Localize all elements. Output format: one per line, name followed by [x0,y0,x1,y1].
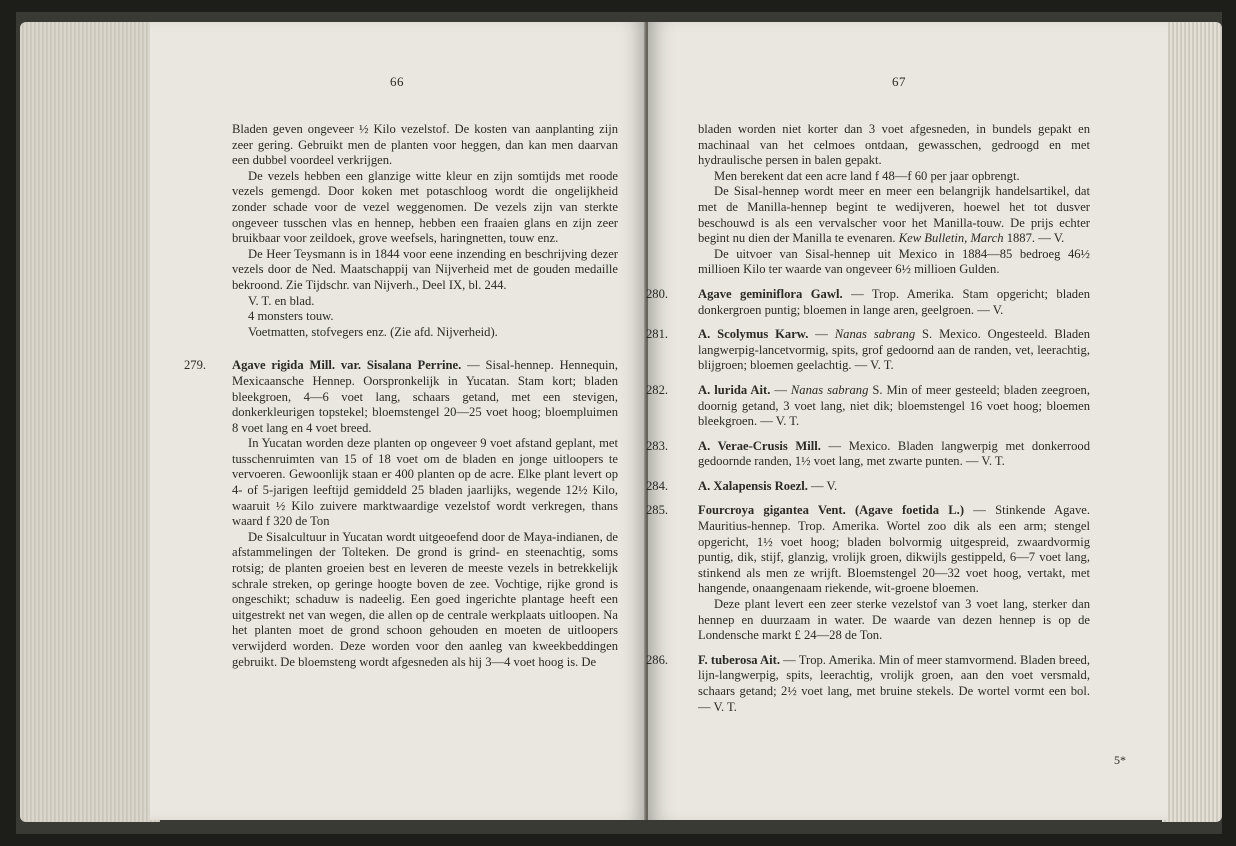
entry-number: 280. [646,286,669,301]
entry-282: 282. A. lurida Ait. — Nanas sabrang S. Min of meer gesteeld; bladen zeegroen, doornig getand, 3 voet lang, niet dik; bloemstengel 16 voet hoog; bloemen bleekgroen. — V. T. [646,382,1090,429]
entry-text: — V. [807,478,838,493]
paragraph: In Yucatan worden deze planten op ongeveer 9 voet afstand geplant, met tusschenruimten van 15 of 18 voet om de bladen en jonge uitloopers te vervoeren. Gewoonlijk staan er 400 planten op de acre. Elke plant levert op 4- of 5-jarigen leeftijd gemiddeld 25 bladen jaarlijks, wegende 12½ Kilo, waaruit ½ Kilo zuivere marktwaardige vezelstof wordt verkregen, thans waard f 320 de Ton [232,436,618,529]
entry-name: F. tuberosa Ait. [698,652,780,667]
signature-mark: 5* [1114,753,1126,767]
paragraph: V. T. en blad. [248,293,315,308]
entry-synonym: Nanas sabrang [790,382,869,397]
entry-text: S. Mexico. Ongesteeld. Bladen langwerpig-lancetvormig, spits, grof gedoornd aan de randen, vet, leerachtig, blijgroen; bloemen geelachtig. — V. T. [698,327,1091,373]
paragraph: Voetmatten, stofvegers enz. (Zie afd. Nijverheid). [248,324,498,339]
entry-text: — Trop. Amerika. Stam opgericht; bladen donkergroen puntig; bloemen in lange aren, geelgroen. — V. [698,286,1090,317]
paragraph: Men berekent dat een acre land f 48—f 60 per jaar opbrengt. [714,168,1020,183]
entry-name: A. Scolymus Karw. [698,327,809,342]
entry-text: — Stinkende Agave. Mauritius-hennep. Trop. Amerika. Wortel zoo dik als een arm; stengel opgericht, 1½ voet hoog; bladen bolvormig uitgespreid, zwaardvormig puntig, dik, stijf, glanzig, vrolijk groen, dikwijls gestippeld, 6—7 voet lang, stinkend als men ze wrijft. Bloemstengel 20—32 voet hoog, vertakt, met hangende, onaangenaam riekende, wit-groene bloemen. [698,503,1090,596]
entry-text: — Mexico. Bladen langwerpig met donkerrood gedoornde randen, 1½ voet lang, met zwarte punten. — V. T. [698,438,1090,469]
citation: Kew Bulletin, March [898,231,1004,246]
entry-number: 281. [646,327,669,342]
paragraph: Deze plant levert een zeer sterke vezelstof van 3 voet lang, sterker dan hennep en duurzaam in water. De waarde van dezen hennep is op de Londensche markt £ 24—28 de Ton. [698,597,1090,643]
page-edges-left [20,22,160,822]
entry-number: 286. [646,652,669,667]
paragraph: De Sisalcultuur in Yucatan wordt uitgeoefend door de Maya-indianen, de afstammelingen der Tolteken. De grond is grind- en steenachtig, soms rotsig; de planten groeien best en leveren de meeste vezels in betrekkelijk schrale streken, op geringe hoogte boven de zee. Vochtige, rijke grond is ongeschikt; schaduw is nadeelig. Een goed ingerichte plantage heeft een uitgestrekt net van wegen, die allen op de centrale werkplaats uitloopen. Na het planten moet de grond schoon gehouden en moeten de uitloopers verwijderd worden. Deze worden voor den aanleg van kweekbeddingen gebruikt. De bloemsteng wordt afgesneden als hij 3—4 voet hoog is. De [232,529,618,669]
paragraph: Bladen geven ongeveer ½ Kilo vezelstof. De kosten van aanplanting zijn zeer gering. Gebruikt men de planten voor heggen, dan kan men daarvan een dubbel voordeel verkrijgen. [232,122,618,168]
entry-number: 282. [646,382,669,397]
entry-text: — Sisal-hennep. Hennequin, Mexicaansche Hennep. Oorspronkelijk in Yucatan. Stam kort; bladen bleekgroen, 4—6 voet lang, schaars getand, met een stevigen, donkerkleurigen topstekel; bloemstengel 20—25 voet hoog; bloempluimen 8 voet lang en 4 voet breed. [232,358,618,435]
citation-tail: 1887. — V. [1003,231,1065,246]
entry-285 [646,503,1090,597]
right-text-column [646,122,1091,715]
entry-name: Agave rigida Mill. var. Sisalana Perrine. [232,358,462,373]
entry-283 [646,438,1090,470]
paragraph: De uitvoer van Sisal-hennep uit Mexico in 1884—85 bedroeg 46½ millioen Kilo ter waarde van ongeveer 6½ millioen Gulden. [698,246,1090,277]
entry-286 [646,652,1090,715]
entry-text: S. Min of meer gesteeld; bladen zeegroen, doornig getand, 3 voet lang, niet dik; bloemstengel 16 voet hoog; bloemen bleekgroen. — V. T. [698,382,1090,429]
entry-text: — Trop. Amerika. Min of meer stamvormend. Bladen breed, lijn-langwerpig, spits, leerachtig, vrolijk groen, aan den voet versmald, schaars getand; 2½ voet lang, met bruine stekels. De wortel vormt een bol. — V. T. [698,652,1090,714]
entry-name: Fourcroya gigantea Vent. (Agave foetida L.) [698,503,965,518]
entry-279 [184,358,618,436]
left-text-column [184,122,618,670]
entry-name: Agave geminiflora Gawl. [698,286,843,301]
entry-280 [646,286,1090,318]
entry-284 [646,478,1090,495]
page-number-left: 66 [390,74,404,89]
paragraph-text: De Sisal-hennep wordt meer en meer een belangrijk handelsartikel, dat met de Manilla-hennep begint te wedijveren, hoewel het tot dusver beschouwd is als een vervalscher voor het Manilla-touw. De prijs echter begint nu dien der Manilla te evenaren. [698,184,1090,246]
entry-number: 285. [646,503,669,518]
entry-281: 281. A. Scolymus Karw. — Nanas sabrang S. Mexico. Ongesteeld. Bladen langwerpig-lancetvormig, spits, grof gedoornd aan de randen, vet, leerachtig, blijgroen; bloemen geelachtig. — V. T. [646,327,1091,373]
paragraph: 4 monsters touw. [248,309,334,324]
entry-number: 283. [646,438,669,453]
paragraph [698,184,1090,246]
entry-name: A. Verae-Crusis Mill. [698,438,821,453]
entry-synonym: Nanas sabrang [834,327,916,342]
page-edges-right [1162,22,1222,822]
entry-number: 284. [646,478,669,493]
entry-number: 279. [184,358,207,373]
entry-name: A. lurida Ait. [698,382,771,397]
page-number-right: 67 [892,74,906,89]
paragraph: De Heer Teysmann is in 1844 voor eene inzending en beschrijving dezer vezels door de Ned. Maatschappij van Nijverheid met de gouden medaille bekroond. Zie Tijdschr. van Nijverh., Deel IX, bl. 244. [232,246,618,292]
paragraph: bladen worden niet korter dan 3 voet afgesneden, in bundels gepakt en machinaal van het celmoes ontdaan, gewasschen, gedroogd en met hydraulische persen in balen gepakt. [698,122,1090,168]
right-page [648,22,1168,820]
paragraph: De vezels hebben een glanzige witte kleur en zijn somtijds met roode vezels gemengd. Door koken met potaschloog wordt die ongelijkheid zonder schade voor de vezel weggenomen. De vezels zijn van sterkte ongeveer tusschen vlas en hennep, hebben een fraaien glans en zijn zeer bruikbaar voor zeildoek, grove weefsels, haringnetten, touw enz. [232,168,618,246]
left-page [150,22,646,820]
entry-name: A. Xalapensis Roezl. [698,478,808,493]
